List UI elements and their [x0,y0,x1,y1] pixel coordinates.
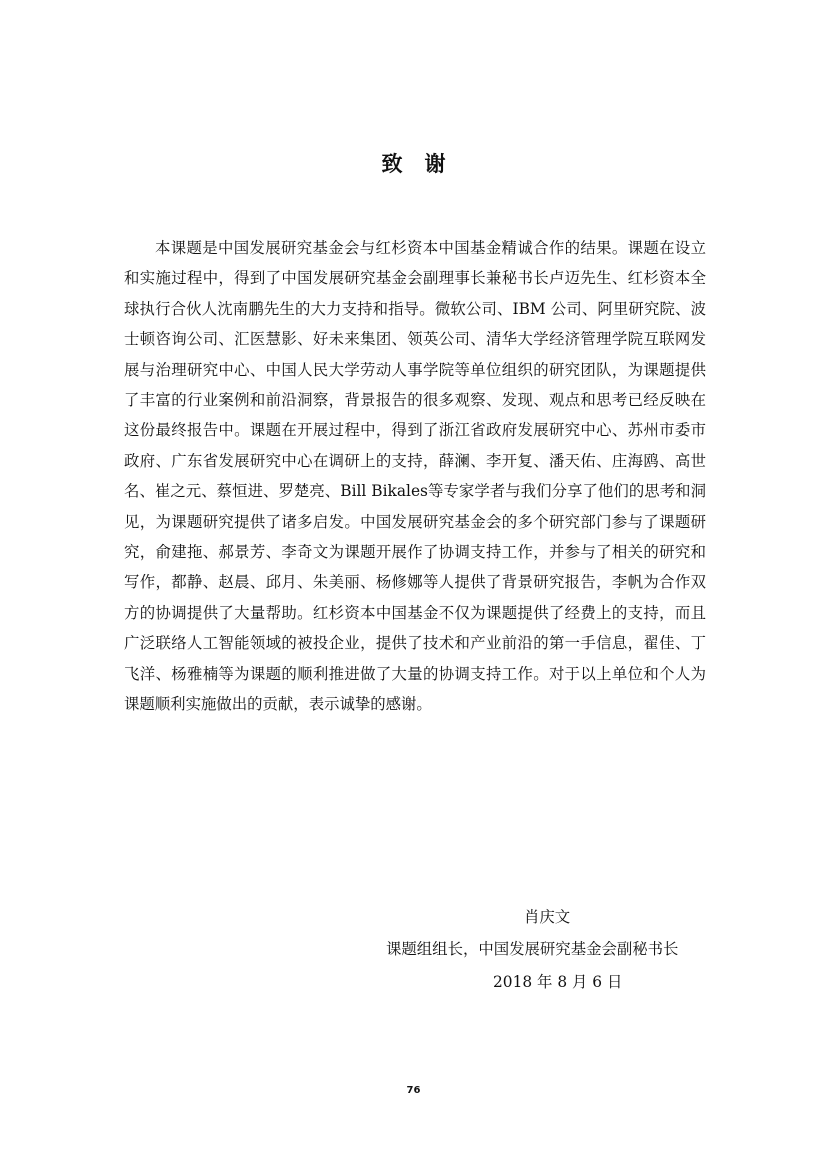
signature-name: 肖庆文 [524,908,571,926]
signature-role: 课题组组长，中国发展研究基金会副秘书长 [386,940,679,958]
acknowledgement-paragraph: 本课题是中国发展研究基金会与红杉资本中国基金精诚合作的结果。课题在设立和实施过程中，得到了中国发展研究基金会副理事长兼秘书长卢迈先生、红杉资本全球执行合伙人沈南鹏先生的大力支持和指导。微软公司、IBM 公司、阿里研究院、波士顿咨询公司、汇医慧影、好未来集团、领英公司、清华大学经济管理学院互联网发展与治理研究中心、中国人民大学劳动人事学院等单位组织的研究团队，为课题提供了丰富的行业案例和前沿洞察，背景报告的很多观察、发现、观点和思考已经反映在这份最终报告中。课题在开展过程中，得到了浙江省政府发展研究中心、苏州市委市政府、广东省发展研究中心在调研上的支持，薛澜、李开复、潘天佑、庄海鸥、高世名、崔之元、蔡恒进、罗楚亮、Bill Bikales等专家学者与我们分享了他们的思考和洞见，为课题研究提供了诸多启发。中国发展研究基金会的多个研究部门参与了课题研究，俞建拖、郝景芳、李奇文为课题开展作了协调支持工作，并参与了相关的研究和写作，都静、赵晨、邱月、朱美丽、杨修娜等人提供了背景研究报告，李帆为合作双方的协调提供了大量帮助。红杉资本中国基金不仅为课题提供了经费上的支持，而且广泛联络人工智能领域的被投企业，提供了技术和产业前沿的第一手信息，翟佳、丁飞洋、杨雅楠等为课题的顺利推进做了大量的协调支持工作。对于以上单位和个人为课题顺利实施做出的贡献，表示诚挚的感谢。 [124,239,706,714]
page-number: 76 [406,1085,421,1096]
page-title: 致谢 [381,152,468,176]
signature-date: 2018 年 8 月 6 日 [493,973,623,991]
